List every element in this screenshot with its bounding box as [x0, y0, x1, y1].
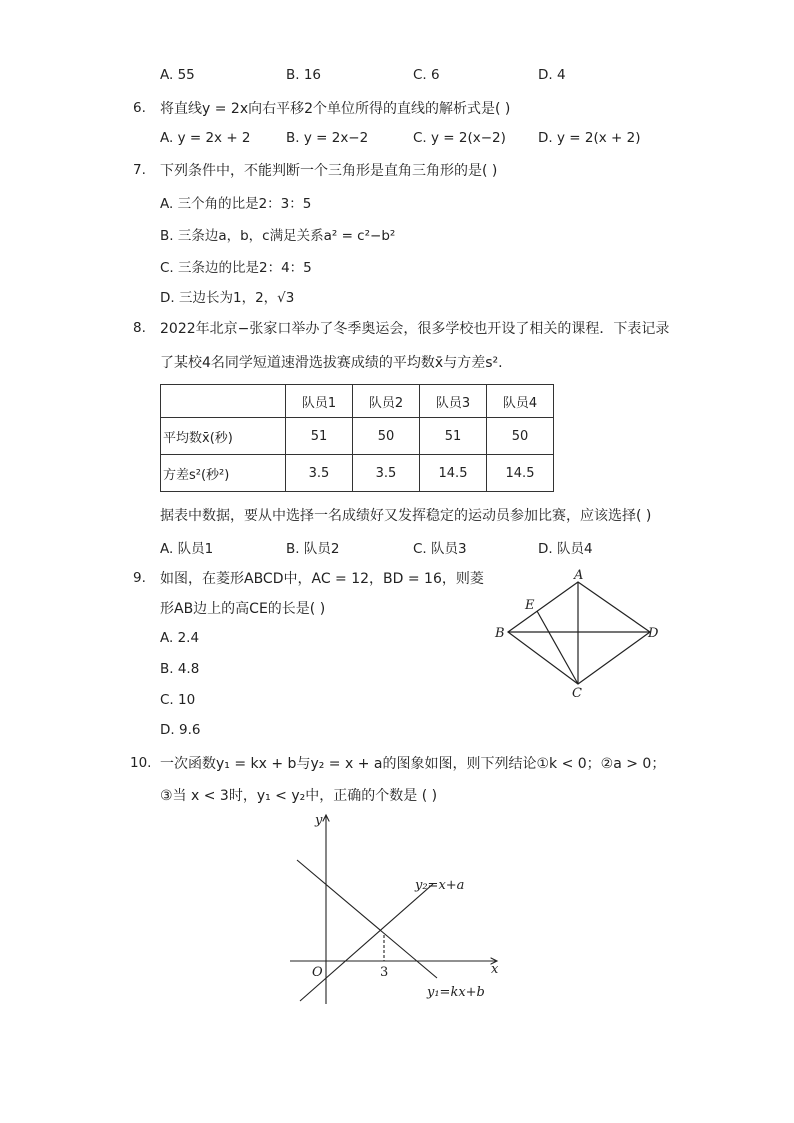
q9-stem-line1: 如图，在菱形ABCD中，AC = 12，BD = 16，则菱 [160, 571, 484, 587]
q7-stem: 下列条件中，不能判断一个三角形是直角三角形的是( ) [160, 163, 498, 179]
q7-number: 7. [133, 162, 146, 178]
q6-number: 6. [133, 100, 146, 116]
score-table [160, 384, 554, 492]
q8-option-c: C. 队员3 [413, 541, 467, 557]
q6-stem: 将直线y = 2x向右平移2个单位所得的直线的解析式是( ) [160, 101, 511, 117]
table-row-label: 方差s²(秒²) [161, 455, 286, 492]
table-cell: 14.5 [487, 455, 554, 492]
origin-label: O [312, 965, 323, 980]
table-cell: 3.5 [353, 455, 420, 492]
label-d: D [648, 626, 659, 641]
table-cell: 51 [420, 418, 487, 455]
tick-label-3: 3 [380, 965, 389, 980]
q7-option-d: D. 三边长为1，2，√3 [160, 290, 295, 306]
q5-option-d: D. 4 [538, 67, 566, 83]
q9-option-c: C. 10 [160, 692, 196, 708]
line-y2 [300, 884, 433, 1001]
q9-option-d: D. 9.6 [160, 722, 201, 738]
q6-option-b: B. y = 2x−2 [286, 130, 369, 146]
q8-option-d: D. 队员4 [538, 541, 593, 557]
y-axis-label: y [315, 813, 323, 828]
q8-stem-line2: 了某校4名同学短道速滑选拔赛成绩的平均数x̄与方差s². [160, 355, 503, 371]
table-header-cell: 队员4 [487, 385, 554, 418]
table-row [161, 418, 554, 455]
table-header-cell: 队员1 [286, 385, 353, 418]
q9-stem-line2: 形AB边上的高CE的长是( ) [160, 601, 326, 617]
q10-stem-line2: ③当 x < 3时，y₁ < y₂中，正确的个数是 ( ) [160, 788, 438, 804]
q6-option-a: A. y = 2x + 2 [160, 130, 251, 146]
label-a: A [574, 568, 584, 583]
q8-option-a: A. 队员1 [160, 541, 214, 557]
q6-option-d: D. y = 2(x + 2) [538, 130, 641, 146]
table-row-label: 平均数x̄(秒) [161, 418, 286, 455]
table-cell: 51 [286, 418, 353, 455]
table-header-cell [161, 385, 286, 418]
label-e: E [525, 598, 535, 613]
label-c: C [572, 686, 582, 700]
q7-option-c: C. 三条边的比是2：4：5 [160, 260, 312, 276]
q9-option-b: B. 4.8 [160, 661, 200, 677]
q7-option-b: B. 三条边a，b，c满足关系a² = c²−b² [160, 228, 396, 244]
q10-number: 10. [130, 755, 152, 771]
q5-option-c: C. 6 [413, 67, 440, 83]
q6-option-c: C. y = 2(x−2) [413, 130, 506, 146]
table-cell: 50 [487, 418, 554, 455]
function-graph [285, 808, 515, 1008]
table-header-cell: 队员2 [353, 385, 420, 418]
q8-after-table: 据表中数据，要从中选择一名成绩好又发挥稳定的运动员参加比赛，应该选择( ) [160, 508, 652, 524]
q10-stem-line1: 一次函数y₁ = kx + b与y₂ = x + a的图象如图，则下列结论①k < 0；②a > 0； [160, 756, 666, 772]
table-header-row [161, 385, 554, 418]
table-cell: 50 [353, 418, 420, 455]
q8-number: 8. [133, 320, 146, 336]
table-cell: 3.5 [286, 455, 353, 492]
rhombus-figure [490, 566, 670, 700]
q5-option-a: A. 55 [160, 67, 195, 83]
q5-option-b: B. 16 [286, 67, 322, 83]
height-ce [537, 611, 578, 684]
line-y1-label: y₁=kx+b [427, 985, 485, 1000]
x-axis-label: x [491, 962, 499, 977]
q9-option-a: A. 2.4 [160, 630, 200, 646]
q8-stem-line1: 2022年北京−张家口举办了冬季奥运会，很多学校也开设了相关的课程．下表记录 [160, 321, 670, 337]
q8-option-b: B. 队员2 [286, 541, 340, 557]
table-cell: 14.5 [420, 455, 487, 492]
q7-option-a: A. 三个角的比是2：3：5 [160, 196, 312, 212]
q9-number: 9. [133, 570, 146, 586]
table-row [161, 455, 554, 492]
label-b: B [495, 626, 505, 641]
line-y2-label: y₂=x+a [415, 878, 465, 893]
table-header-cell: 队员3 [420, 385, 487, 418]
